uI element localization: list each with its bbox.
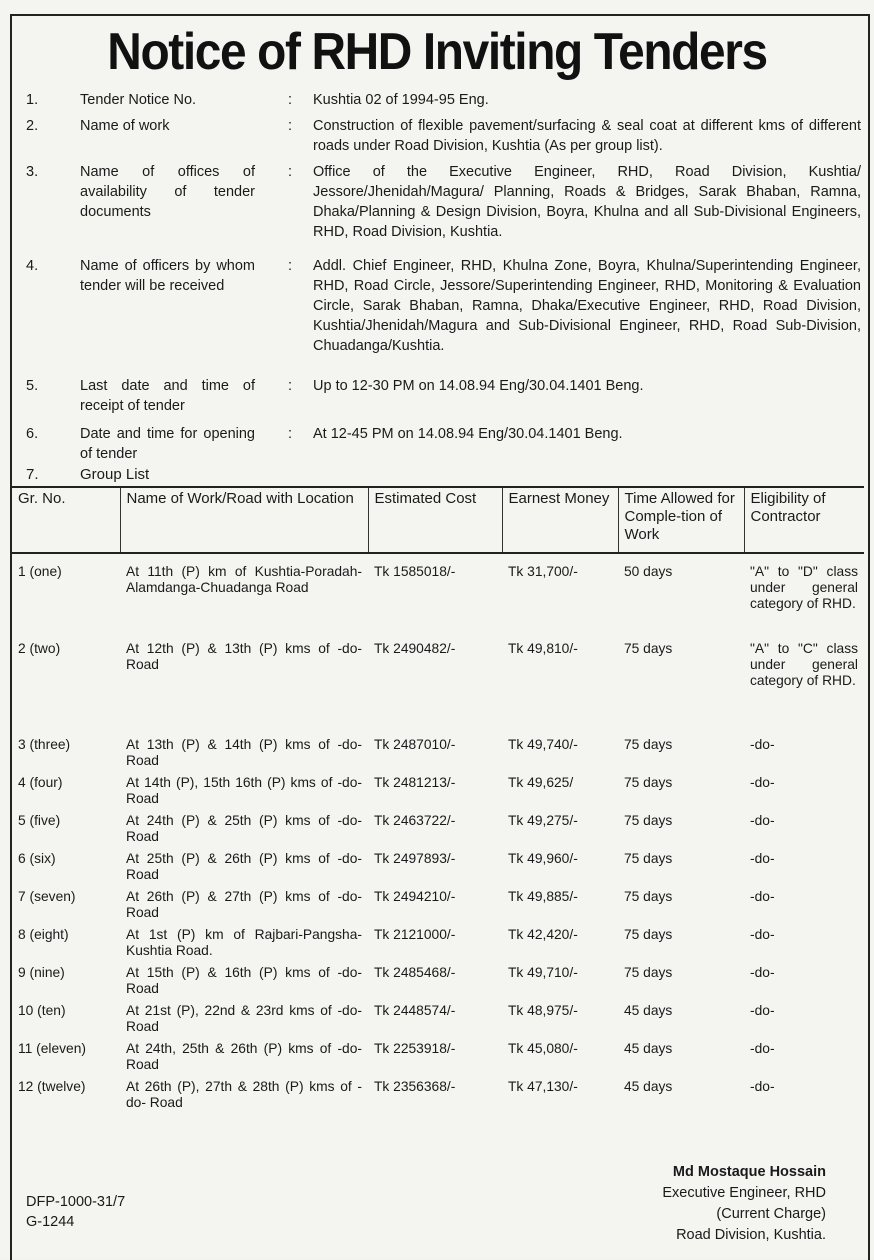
notice-title: Notice of RHD Inviting Tenders <box>107 23 767 81</box>
detail-value: Kushtia 02 of 1994-95 Eng. <box>313 92 489 108</box>
cell-time: 50 days <box>624 564 673 579</box>
header-cost: Estimated Cost <box>368 487 502 553</box>
cell-gr-no: 12 (twelve) <box>18 1079 86 1094</box>
cell-money: Tk 49,710/- <box>508 965 578 980</box>
cell-time: 75 days <box>624 737 673 752</box>
cell-work: At 26th (P) & 27th (P) kms of -do- Road <box>126 889 362 920</box>
cell-money: Tk 49,625/ <box>508 775 574 790</box>
detail-value: Addl. Chief Engineer, RHD, Khulna Zone, Boyra, Khulna/Superintending Engineer, RHD, Road Circle, Jessore/Superintending Engineer, RHD, Monitoring & Evaluation Circle, Sarak Bhaban, Ramna, Dhaka/Executive Engineer, RHD, Road Division, Kushtia/Jhenidah/Magura and Sub-Divisional Engineer, RHD, Road Sub-Division, Chuadanga/Kushtia. <box>313 258 861 354</box>
table-row <box>12 965 864 1003</box>
cell-money: Tk 49,275/- <box>508 813 578 828</box>
cell-eligibility: -do- <box>750 889 775 904</box>
cell-money: Tk 49,960/- <box>508 851 578 866</box>
table-row <box>12 641 864 737</box>
cell-work: At 24th, 25th & 26th (P) kms of -do- Road <box>126 1041 362 1072</box>
detail-colon: : <box>288 118 293 134</box>
detail-number: 6. <box>26 426 39 442</box>
reference-codes <box>26 1192 125 1232</box>
signatory-name: Md Mostaque Hossain <box>672 1164 826 1180</box>
cell-eligibility: -do- <box>750 1041 775 1056</box>
cell-cost: Tk 2463722/- <box>374 813 456 828</box>
cell-cost: Tk 2448574/- <box>374 1003 456 1018</box>
cell-time: 75 days <box>624 927 673 942</box>
cell-gr-no: 1 (one) <box>18 564 62 579</box>
cell-money: Tk 49,810/- <box>508 641 578 656</box>
detail-label: Name of offices of availability of tender documents <box>80 164 255 220</box>
cell-eligibility: -do- <box>750 927 775 942</box>
cell-eligibility: "A" to "C" class under general category of RHD. <box>750 641 858 688</box>
cell-gr-no: 8 (eight) <box>18 927 69 942</box>
table-row <box>12 775 864 813</box>
cell-cost: Tk 2481213/- <box>374 775 456 790</box>
detail-colon: : <box>288 92 293 108</box>
cell-time: 75 days <box>624 965 673 980</box>
cell-eligibility: -do- <box>750 1003 775 1018</box>
cell-cost: Tk 2487010/- <box>374 737 456 752</box>
signature-block <box>662 1162 826 1246</box>
cell-cost: Tk 2121000/- <box>374 927 456 942</box>
detail-label: Tender Notice No. <box>80 92 197 108</box>
detail-colon: : <box>288 426 293 442</box>
cell-work: At 24th (P) & 25th (P) kms of -do- Road <box>126 813 362 844</box>
cell-money: Tk 48,975/- <box>508 1003 578 1018</box>
header-work: Name of Work/Road with Location <box>120 487 368 553</box>
detail-number: 2. <box>26 118 39 134</box>
cell-gr-no: 3 (three) <box>18 737 71 752</box>
cell-gr-no: 7 (seven) <box>18 889 76 904</box>
table-row <box>12 737 864 775</box>
table-row <box>12 1003 864 1041</box>
cell-work: At 21st (P), 22nd & 23rd kms of -do- Road <box>126 1003 362 1034</box>
cell-eligibility: -do- <box>750 1079 775 1094</box>
cell-gr-no: 2 (two) <box>18 641 61 656</box>
cell-work: At 14th (P), 15th 16th (P) kms of -do- Road <box>126 775 362 806</box>
detail-value: Office of the Executive Engineer, RHD, Road Division, Kushtia/ Jessore/Jhenidah/Magura/ Planning, Roads & Bridges, Sarak Bhaban, Ramna, Dhaka/Planning & Design Division, Boyra, Khulna and all Sub-Divisional Engineers, RHD, Road Division, Kushtia. <box>313 164 861 240</box>
detail-colon: : <box>288 164 293 180</box>
detail-number: 4. <box>26 258 39 274</box>
cell-time: 75 days <box>624 851 673 866</box>
detail-colon: : <box>288 378 293 394</box>
cell-eligibility: -do- <box>750 813 775 828</box>
cell-time: 45 days <box>624 1003 673 1018</box>
cell-time: 75 days <box>624 775 673 790</box>
detail-number: 1. <box>26 92 39 108</box>
cell-gr-no: 4 (four) <box>18 775 63 790</box>
table-row <box>12 889 864 927</box>
cell-cost: Tk 2497893/- <box>374 851 456 866</box>
cell-gr-no: 9 (nine) <box>18 965 65 980</box>
cell-cost: Tk 2490482/- <box>374 641 456 656</box>
signatory-charge: (Current Charge) <box>716 1206 826 1222</box>
group-list-table <box>12 486 864 1119</box>
header-eligibility: Eligibility of Contractor <box>744 487 864 553</box>
cell-money: Tk 49,740/- <box>508 737 578 752</box>
detail-value: Construction of flexible pavement/surfacing & seal coat at different kms of different roads under Road Division, Kushtia (As per group list). <box>313 118 861 154</box>
cell-money: Tk 47,130/- <box>508 1079 578 1094</box>
detail-value: Up to 12-30 PM on 14.08.94 Eng/30.04.1401 Beng. <box>313 378 644 394</box>
cell-money: Tk 49,885/- <box>508 889 578 904</box>
cell-eligibility: "A" to "D" class under general category of RHD. <box>750 564 858 611</box>
detail-label: Date and time for opening of tender <box>80 426 255 462</box>
cell-work: At 26th (P), 27th & 28th (P) kms of -do- Road <box>126 1079 362 1110</box>
cell-work: At 11th (P) km of Kushtia-Poradah-Alamdanga-Chuadanga Road <box>126 564 362 595</box>
cell-gr-no: 6 (six) <box>18 851 56 866</box>
cell-gr-no: 11 (eleven) <box>18 1041 87 1056</box>
cell-money: Tk 42,420/- <box>508 927 578 942</box>
group-list-label: Group List <box>80 466 150 483</box>
reference-dfp: DFP-1000-31/7 <box>26 1194 126 1210</box>
detail-value: At 12-45 PM on 14.08.94 Eng/30.04.1401 Beng. <box>313 426 623 442</box>
cell-work: At 15th (P) & 16th (P) kms of -do- Road <box>126 965 362 996</box>
cell-eligibility: -do- <box>750 851 775 866</box>
cell-time: 75 days <box>624 889 673 904</box>
group-list-number: 7. <box>26 466 39 483</box>
reference-g: G-1244 <box>26 1214 75 1230</box>
cell-work: At 1st (P) km of Rajbari-Pangsha-Kushtia Road. <box>126 927 362 958</box>
cell-eligibility: -do- <box>750 965 775 980</box>
header-time: Time Allowed for Comple-tion of Work <box>618 487 744 553</box>
table-row <box>12 553 864 641</box>
cell-cost: Tk 2485468/- <box>374 965 456 980</box>
detail-number: 3. <box>26 164 39 180</box>
cell-cost: Tk 2253918/- <box>374 1041 456 1056</box>
header-money: Earnest Money <box>502 487 618 553</box>
cell-time: 45 days <box>624 1079 673 1094</box>
detail-label: Name of work <box>80 118 170 134</box>
cell-eligibility: -do- <box>750 737 775 752</box>
signatory-office: Road Division, Kushtia. <box>676 1227 826 1243</box>
cell-work: At 13th (P) & 14th (P) kms of -do- Road <box>126 737 362 768</box>
detail-colon: : <box>288 258 293 274</box>
table-row <box>12 813 864 851</box>
cell-time: 45 days <box>624 1041 673 1056</box>
cell-eligibility: -do- <box>750 775 775 790</box>
cell-money: Tk 45,080/- <box>508 1041 578 1056</box>
cell-cost: Tk 1585018/- <box>374 564 456 579</box>
detail-number: 5. <box>26 378 39 394</box>
cell-gr-no: 10 (ten) <box>18 1003 66 1018</box>
cell-time: 75 days <box>624 641 673 656</box>
cell-money: Tk 31,700/- <box>508 564 578 579</box>
table-row <box>12 1041 864 1079</box>
detail-label: Name of officers by whom tender will be received <box>80 258 255 294</box>
table-row <box>12 851 864 889</box>
table-row <box>12 1079 864 1119</box>
cell-cost: Tk 2356368/- <box>374 1079 456 1094</box>
cell-time: 75 days <box>624 813 673 828</box>
table-header-row <box>12 487 864 553</box>
header-gr-no: Gr. No. <box>12 487 120 553</box>
table-row <box>12 927 864 965</box>
cell-work: At 25th (P) & 26th (P) kms of -do- Road <box>126 851 362 882</box>
signatory-designation: Executive Engineer, RHD <box>662 1185 826 1201</box>
cell-work: At 12th (P) & 13th (P) kms of -do- Road <box>126 641 362 672</box>
detail-label: Last date and time of receipt of tender <box>80 378 255 414</box>
cell-cost: Tk 2494210/- <box>374 889 456 904</box>
cell-gr-no: 5 (five) <box>18 813 61 828</box>
